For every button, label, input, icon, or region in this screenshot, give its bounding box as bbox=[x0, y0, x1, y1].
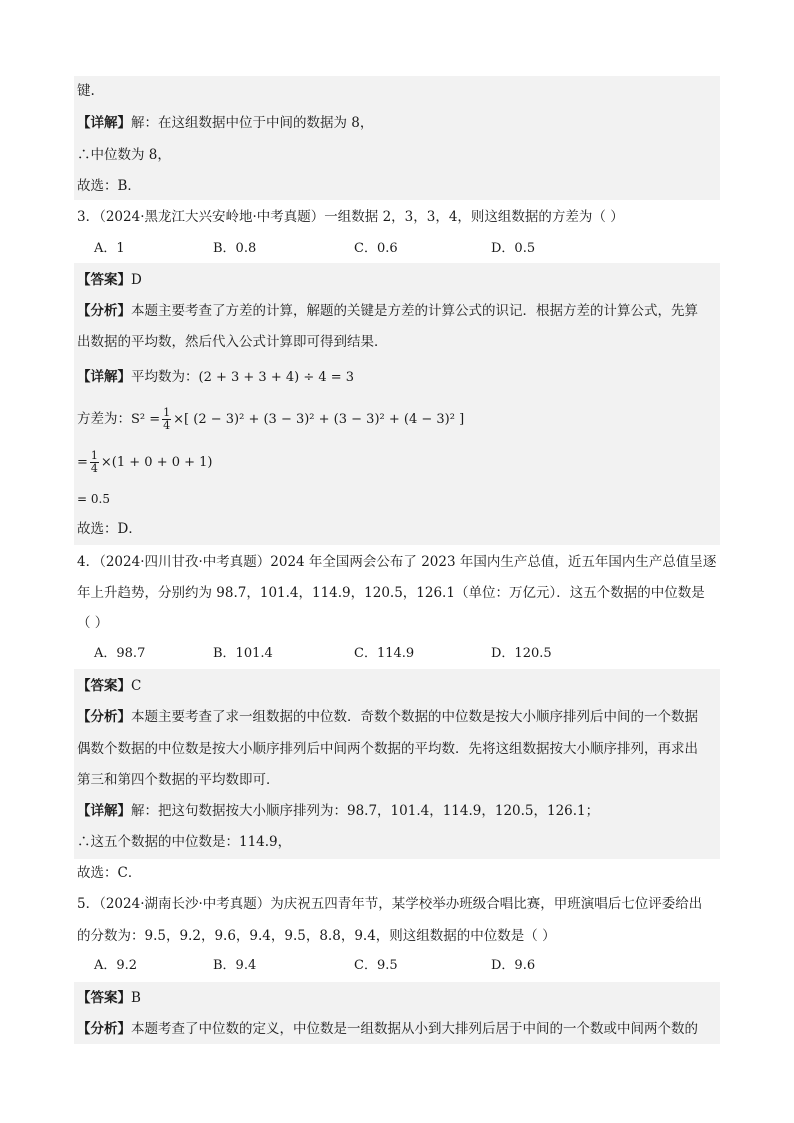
analysis-tag: 【分析】 bbox=[77, 303, 131, 319]
q5-option-c: C．9.5 bbox=[354, 958, 398, 973]
q4-detail-2: ∴这五个数据的中位数是：114.9， bbox=[77, 834, 292, 850]
q3-option-d: D．0.5 bbox=[491, 241, 536, 256]
q3-detail-variance bbox=[77, 404, 464, 435]
q3-option-a: A．1 bbox=[94, 241, 125, 256]
q4-analysis-3: 第三和第四个数据的平均数即可． bbox=[77, 772, 280, 788]
q4-option-d: D．120.5 bbox=[491, 646, 552, 661]
q5-stem-1: 5．（2024·湖南长沙·中考真题）为庆祝五四青年节，某学校举办班级合唱比赛，甲班演唱后七位评委给出 bbox=[77, 896, 703, 912]
q5-option-b: B．9.4 bbox=[213, 958, 257, 973]
q3-analysis-2: 出数据的平均数，然后代入公式计算即可得到结果． bbox=[77, 334, 388, 350]
fraction-one-quarter bbox=[162, 407, 171, 432]
fraction-one-quarter-2 bbox=[90, 450, 99, 475]
analysis-text: 本题主要考查了求一组数据的中位数．奇数个数据的中位数是按大小顺序排列后中间的一个数据 bbox=[131, 709, 698, 725]
top-line-1: 键. bbox=[77, 83, 95, 99]
q4-option-a: A．98.7 bbox=[94, 646, 146, 661]
q3-answer bbox=[77, 271, 142, 289]
q4-answer bbox=[77, 677, 141, 695]
q3-conclusion: 故选：D． bbox=[77, 521, 142, 537]
analysis-text: 本题考查了中位数的定义，中位数是一组数据从小到大排列后居于中间的一个数或中间两个数的 bbox=[131, 1021, 698, 1037]
q4-conclusion: 故选：C． bbox=[77, 865, 142, 881]
q3-detail-eq2 bbox=[77, 447, 213, 478]
answer-value: D bbox=[131, 272, 142, 288]
analysis-tag: 【分析】 bbox=[77, 709, 131, 725]
answer-tag: 【答案】 bbox=[77, 272, 131, 288]
fraction-denominator: 4 bbox=[90, 462, 98, 475]
q3-analysis-1 bbox=[77, 302, 698, 320]
q3-detail-eq3: = 0.5 bbox=[77, 492, 110, 506]
solution-band-top bbox=[74, 76, 720, 200]
top-line-3: ∴中位数为 8， bbox=[77, 147, 171, 163]
variance-expression: ×[ (2 − 3)² + (3 − 3)² + (3 − 3)² + (4 − 3)² ] bbox=[173, 412, 465, 427]
fraction-denominator: 4 bbox=[163, 419, 171, 432]
detail-tag: 【详解】 bbox=[77, 115, 131, 131]
variance-lhs: S² = bbox=[131, 412, 161, 427]
q5-option-d: D．9.6 bbox=[491, 958, 536, 973]
q5-stem-2: 的分数为：9.5，9.2，9.6，9.4，9.5，8.8，9.4，则这组数据的中位数是（ ） bbox=[77, 928, 556, 944]
analysis-text: 本题主要考查了方差的计算，解题的关键是方差的计算公式的识记．根据方差的计算公式，先算 bbox=[131, 303, 698, 319]
fraction-numerator: 1 bbox=[163, 406, 171, 419]
top-detail-line bbox=[77, 114, 373, 132]
eq2-expression: ×(1 + 0 + 0 + 1) bbox=[100, 455, 213, 470]
q4-stem-3: （ ） bbox=[77, 615, 109, 631]
mean-expression: (2 + 3 + 3 + 4) ÷ 4 = 3 bbox=[198, 370, 355, 385]
q4-analysis-1 bbox=[77, 708, 698, 726]
top-conclusion: 故选：B． bbox=[77, 178, 141, 194]
detail-text: 解：把这句数据按大小顺序排列为：98.7，101.4，114.9，120.5，126.1； bbox=[131, 803, 600, 819]
q5-option-a: A．9.2 bbox=[94, 958, 138, 973]
variance-label: 方差为： bbox=[77, 411, 131, 427]
detail-tag: 【详解】 bbox=[77, 369, 131, 385]
detail-tag: 【详解】 bbox=[77, 803, 131, 819]
q4-detail-1 bbox=[77, 802, 599, 820]
answer-tag: 【答案】 bbox=[77, 990, 131, 1006]
q4-analysis-2: 偶数个数据的中位数是按大小顺序排列后中间两个数据的平均数．先将这组数据按大小顺序排列，再求出 bbox=[77, 741, 698, 757]
q3-option-c: C．0.6 bbox=[354, 241, 398, 256]
fraction-numerator: 1 bbox=[90, 449, 98, 462]
mean-label: 平均数为： bbox=[131, 369, 199, 385]
q3-detail-mean bbox=[77, 368, 354, 387]
q5-analysis-1 bbox=[77, 1020, 698, 1038]
q3-stem: 3．（2024·黑龙江大兴安岭地·中考真题）一组数据 2，3，3，4，则这组数据的方差为（ ） bbox=[77, 209, 624, 225]
q4-stem-2: 年上升趋势，分别约为 98.7，101.4，114.9，120.5，126.1（单位：万亿元）．这五个数据的中位数是 bbox=[77, 585, 705, 601]
answer-value: B bbox=[131, 990, 141, 1006]
q4-option-c: C．114.9 bbox=[354, 646, 415, 661]
eq2-prefix: = bbox=[77, 455, 88, 470]
detail-text: 解：在这组数据中位于中间的数据为 8， bbox=[131, 115, 374, 131]
analysis-tag: 【分析】 bbox=[77, 1021, 131, 1037]
answer-value: C bbox=[131, 678, 142, 694]
q3-option-b: B．0.8 bbox=[213, 241, 257, 256]
answer-tag: 【答案】 bbox=[77, 678, 131, 694]
q4-stem-1: 4．（2024·四川甘孜·中考真题）2024 年全国两会公布了 2023 年国内生产总值，近五年国内生产总值呈逐 bbox=[77, 554, 717, 570]
solution-band-q4 bbox=[74, 669, 720, 859]
q5-answer bbox=[77, 989, 141, 1007]
q4-option-b: B．101.4 bbox=[213, 646, 273, 661]
